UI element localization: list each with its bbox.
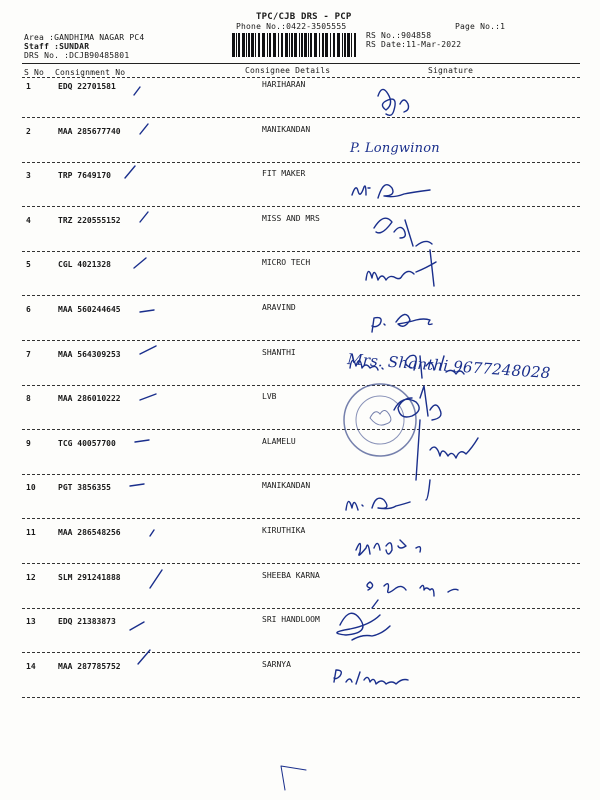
row-separator [22,697,580,698]
row-separator [22,385,580,386]
column-signature: Signature [428,66,474,75]
row-separator [22,251,580,252]
row-consignment-number: EDQ 21383873 [58,617,116,627]
barcode [232,33,358,57]
row-consignment-number: PGT 3856355 [58,483,111,493]
barcode-bar [285,33,288,57]
tick-mark [281,766,306,790]
row-consignment-number: MAA 286548256 [58,528,121,537]
row-separator [22,206,580,207]
row-consignee-name: SARNYA [262,659,291,669]
row-sno: 3 [26,171,31,181]
barcode-bar [267,33,268,57]
barcode-bar [248,33,250,57]
tick-mark [134,258,146,268]
row-consignee-name: ALAMELU [262,436,296,446]
row-separator [22,518,580,519]
barcode-bar [258,33,260,57]
barcode-bar [308,33,309,57]
tick-mark [130,484,144,486]
barcode-bar [299,33,300,57]
barcode-bar [291,33,293,57]
row-consignment-number: SLM 291241888 [58,572,121,582]
barcode-bar [354,33,356,57]
row-consignment-number: EDQ 22701581 [58,82,116,91]
column-sno: S No [24,68,45,77]
header-rule [22,63,580,64]
tick-mark [150,570,162,588]
column-consignment: Consignment No [55,68,126,77]
barcode-bar [281,33,283,57]
barcode-bar [344,33,346,57]
row-separator [22,608,580,609]
column-consignee: Consignee Details [245,66,331,75]
row-sno: 12 [26,572,36,582]
page-number: Page No.:1 [455,22,506,31]
barcode-bar [337,33,340,57]
row-consignment-number: MAA 285677740 [58,126,121,136]
tick-mark [125,166,135,178]
row-sno: 1 [26,82,31,91]
tick-mark [140,212,148,222]
row-consignee-name: SRI HANDLOOM [262,615,320,625]
barcode-bar [278,33,279,57]
barcode-bar [236,33,237,57]
barcode-bar [342,33,343,57]
document-title: TPC/CJB DRS - PCP [256,12,352,22]
row-consignee-name: ARAVIND [262,303,296,312]
barcode-bar [255,33,256,57]
row-sno: 10 [26,483,36,493]
row-separator [22,652,580,653]
tick-mark [135,440,149,442]
row-consignee-name: MANIKANDAN [262,124,311,134]
barcode-bar [269,33,271,57]
barcode-bar [304,33,307,57]
barcode-bar [310,33,312,57]
row-consignee-name: SHEEBA KARNA [262,570,320,580]
row-consignment-number: TRP 7649170 [58,171,111,181]
row-consignment-number: CGL 4021328 [58,260,111,270]
row-sno: 7 [26,349,31,359]
barcode-bar [294,33,297,57]
row-sno: 5 [26,260,31,270]
column-rule [22,77,580,78]
row-consignee-name: HARIHARAN [262,80,306,89]
row-consignment-number: MAA 560244645 [58,305,121,314]
barcode-bar [273,33,276,57]
row-sno: 13 [26,617,36,627]
tick-mark [140,394,156,400]
row-consignee-name: FIT MAKER [262,169,306,179]
barcode-bar [262,33,265,57]
barcode-bar [347,33,350,57]
tick-mark [130,622,144,630]
company-seal-stamp [340,380,420,460]
tick-mark [140,346,156,354]
barcode-bar [251,33,254,57]
row-separator [22,340,580,341]
barcode-bar [238,33,240,57]
barcode-bar [232,33,235,57]
row-consignee-name: MISS AND MRS [262,213,320,223]
row-consignee-name: LVB [262,392,277,402]
phone-number: Phone No.:0422-3505555 [236,22,347,31]
tick-mark [140,310,154,312]
row-sno: 2 [26,126,31,136]
row-sno: 11 [26,528,36,537]
row-consignee-name: MANIKANDAN [262,481,311,491]
row-separator [22,117,580,118]
barcode-bar [289,33,290,57]
row-consignment-number: MAA 287785752 [58,661,121,671]
barcode-bar [351,33,352,57]
handwritten-signature-row2: P. Longwinon [350,141,440,156]
barcode-bar [314,33,317,57]
row-sno: 4 [26,215,31,225]
row-sno: 14 [26,661,36,671]
row-consignee-name: KIRUTHIKA [262,526,306,535]
rs-date: RS Date:11-Mar-2022 [366,40,462,49]
tick-mark [150,530,154,536]
barcode-bar [325,33,328,57]
barcode-bar [301,33,303,57]
area-label: Area :GANDHIMA NAGAR PC4 [24,33,145,42]
barcode-bar [246,33,247,57]
row-separator [22,474,580,475]
barcode-bar [322,33,324,57]
row-consignment-number: TRZ 220555152 [58,215,121,225]
row-separator [22,295,580,296]
drs-number: DRS No. :DCJB90485801 [24,51,130,60]
barcode-bar [330,33,331,57]
row-sno: 8 [26,394,31,404]
row-separator [22,162,580,163]
rs-number: RS No.:904858 [366,31,432,40]
row-consignment-number: MAA 286010222 [58,394,121,404]
tick-mark [134,87,140,95]
tick-mark [140,124,148,134]
barcode-bar [242,33,245,57]
row-consignee-name: SHANTHI [262,347,296,357]
handwritten-signature-row7: Mrs. Shanthi 9677248028 [346,350,552,383]
row-separator [22,563,580,564]
staff-label: Staff :SUNDAR [24,42,90,51]
row-consignment-number: TCG 40057700 [58,438,116,448]
row-consignment-number: MAA 564309253 [58,349,121,359]
row-sno: 9 [26,438,31,448]
barcode-bar [333,33,335,57]
row-sno: 6 [26,305,31,314]
row-separator [22,429,580,430]
row-consignee-name: MICRO TECH [262,258,311,268]
barcode-bar [319,33,320,57]
